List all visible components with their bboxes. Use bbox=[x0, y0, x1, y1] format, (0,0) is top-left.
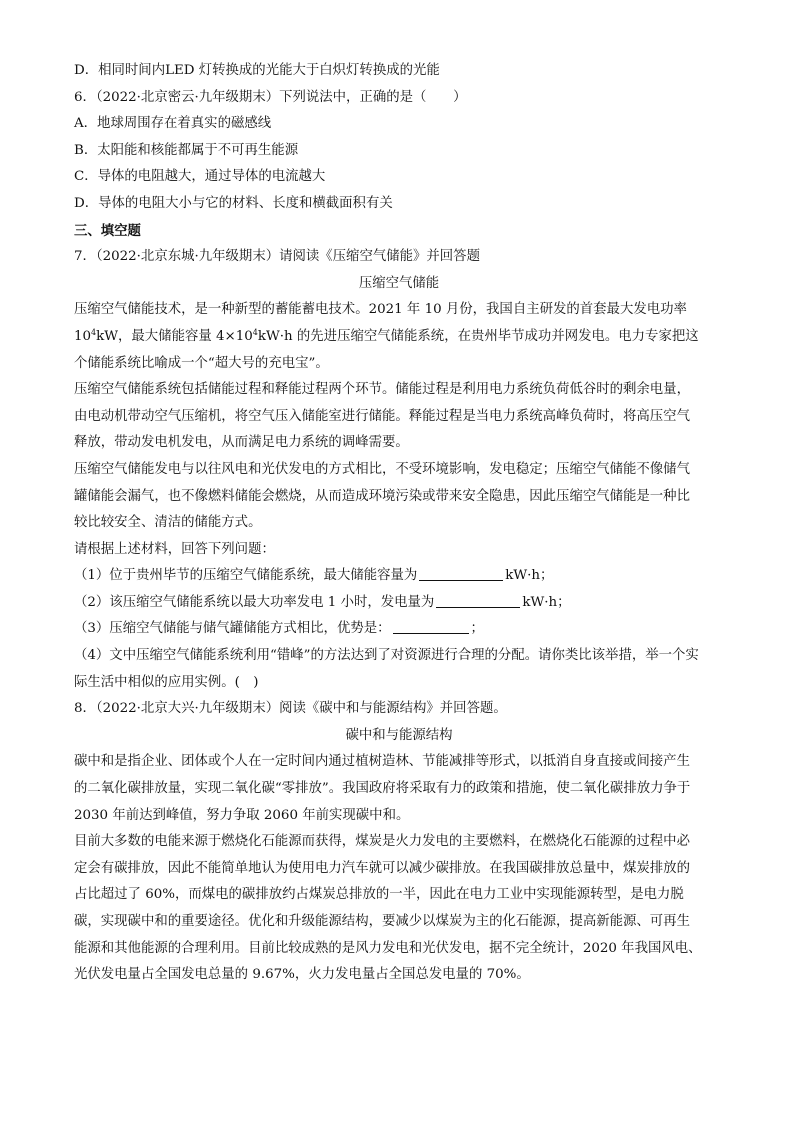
option-c-q6: C．导体的电阻越大，通过导体的电流越大 bbox=[74, 169, 326, 185]
question-8-stem: 8．（2022·北京大兴·九年级期末）阅读《碳中和与能源结构》并回答题。 bbox=[74, 701, 507, 717]
option-d-q5: D．相同时间内LED 灯转换成的光能大于白炽灯转换成的光能 bbox=[74, 63, 440, 78]
paragraph-line: 个储能系统比喻成一个“超大号的充电宝”。 bbox=[74, 355, 329, 371]
sub-question-1: （1）位于贵州毕节的压缩空气储能系统，最大储能容量为 kW·h； bbox=[74, 563, 724, 590]
question-7-stem: 7．（2022·北京东城·九年级期末）请阅读《压缩空气储能》并回答题 bbox=[74, 249, 480, 265]
answer-blank-3[interactable] bbox=[393, 617, 469, 634]
document-page bbox=[74, 58, 724, 989]
answer-blank-1[interactable] bbox=[419, 564, 503, 581]
sub-question-2: （2）该压缩空气储能系统以最大功率发电 1 小时，发电量为 kW·h； bbox=[74, 590, 724, 617]
paragraph-line: 压缩空气储能系统包括储能过程和释能过程两个环节。储能过程是利用电力系统负荷低谷时的剩余电量， bbox=[74, 382, 690, 398]
paragraph-line: 光伏发电量占全国发电总量的 9.67%，火力发电量占全国总发电量的 70%。 bbox=[74, 967, 530, 983]
paragraph-line: 定会有碳排放，因此不能简单地认为使用电力汽车就可以减少碳排放。在我国碳排放总量中，煤炭排放的 bbox=[74, 860, 690, 876]
paragraph-line: 罐储能会漏气，也不像燃料储能会燃烧，从而造成环境污染或带来安全隐患，因此压缩空气储能是一种比 bbox=[74, 488, 690, 504]
paragraph-line: 2030 年前达到峰值，努力争取 2060 年前实现碳中和。 bbox=[74, 807, 410, 823]
option-b-q6: B．太阳能和核能都属于不可再生能源 bbox=[74, 142, 299, 158]
paragraph-line: 占比超过了 60%，而煤电的碳排放约占煤炭总排放的一半，因此在电力工业中实现能源转型，是电力脱 bbox=[74, 887, 684, 903]
answer-blank-2[interactable] bbox=[436, 591, 520, 608]
paragraph-line: 目前大多数的电能来源于燃烧化石能源而获得，煤炭是火力发电的主要燃料，在燃烧化石能源的过程中必 bbox=[74, 834, 690, 850]
superscript: 4 bbox=[91, 327, 97, 337]
option-d-q6: D．导体的电阻大小与它的材料、长度和横截面积有关 bbox=[74, 195, 393, 211]
sub-question-4: （4）文中压缩空气储能系统利用“错峰”的方法达到了对资源进行合理的分配。请你类比该举措，举一个实 bbox=[74, 648, 699, 664]
article-title-carbon-neutral: 碳中和与能源结构 bbox=[345, 727, 453, 743]
paragraph-line-with-power: $10^4kW$，最大储能容量 $4\times 10^4kW\cdot h$ 的先进压缩空气储能系统，在贵州毕节成功并网发电。电力专家把这 bbox=[74, 327, 699, 344]
sub-question-3: （3）压缩空气储能与储气罐储能方式相比，优势是： ； bbox=[74, 616, 724, 643]
paragraph-line: 能源和其他能源的合理利用。目前比较成熟的是风力发电和光伏发电，据不完全统计，2020 年我国风电、 bbox=[74, 940, 702, 956]
instruction-line: 请根据上述材料，回答下列问题： bbox=[74, 541, 275, 557]
option-a-q6: A．地球周围存在着真实的磁感线 bbox=[74, 116, 272, 132]
question-6-stem: 6．（2022·北京密云·九年级期末）下列说法中，正确的是（ ） bbox=[74, 89, 467, 105]
paragraph-line: 碳中和是指企业、团体或个人在一定时间内通过植树造林、节能减排等形式，以抵消自身直接或间接产生 bbox=[74, 754, 690, 770]
paragraph-line: 由电动机带动空气压缩机，将空气压入储能室进行储能。释能过程是当电力系统高峰负荷时，将高压空气 bbox=[74, 408, 690, 424]
section-heading-fill-blank: 三、填空题 bbox=[74, 222, 141, 239]
article-title-compressed-air: 压缩空气储能 bbox=[358, 275, 440, 291]
paragraph-line: 的二氧化碳排放量，实现二氧化碳“零排放”。我国政府将采取有力的政策和措施，使二氧化碳排放力争于 bbox=[74, 781, 691, 797]
paragraph-line: 碳，实现碳中和的重要途径。优化和升级能源结构，要减少以煤炭为主的化石能源，提高新能源、可再生 bbox=[74, 914, 690, 929]
paragraph-line: 释放，带动发电机发电，从而满足电力系统的调峰需要。 bbox=[74, 435, 409, 451]
superscript: 4 bbox=[252, 327, 258, 337]
paragraph-line: 压缩空气储能发电与以往风电和光伏发电的方式相比，不受环境影响，发电稳定；压缩空气储能不像储气 bbox=[74, 461, 690, 477]
sub-question-4-cont: 际生活中相似的应用实例。( ) bbox=[74, 674, 259, 690]
paragraph-line: 压缩空气储能技术，是一种新型的蓄能蓄电技术。2021 年 10 月份，我国自主研发的首套最大发电功率 bbox=[74, 302, 687, 318]
paragraph-line: 较比较安全、清洁的储能方式。 bbox=[74, 515, 262, 531]
